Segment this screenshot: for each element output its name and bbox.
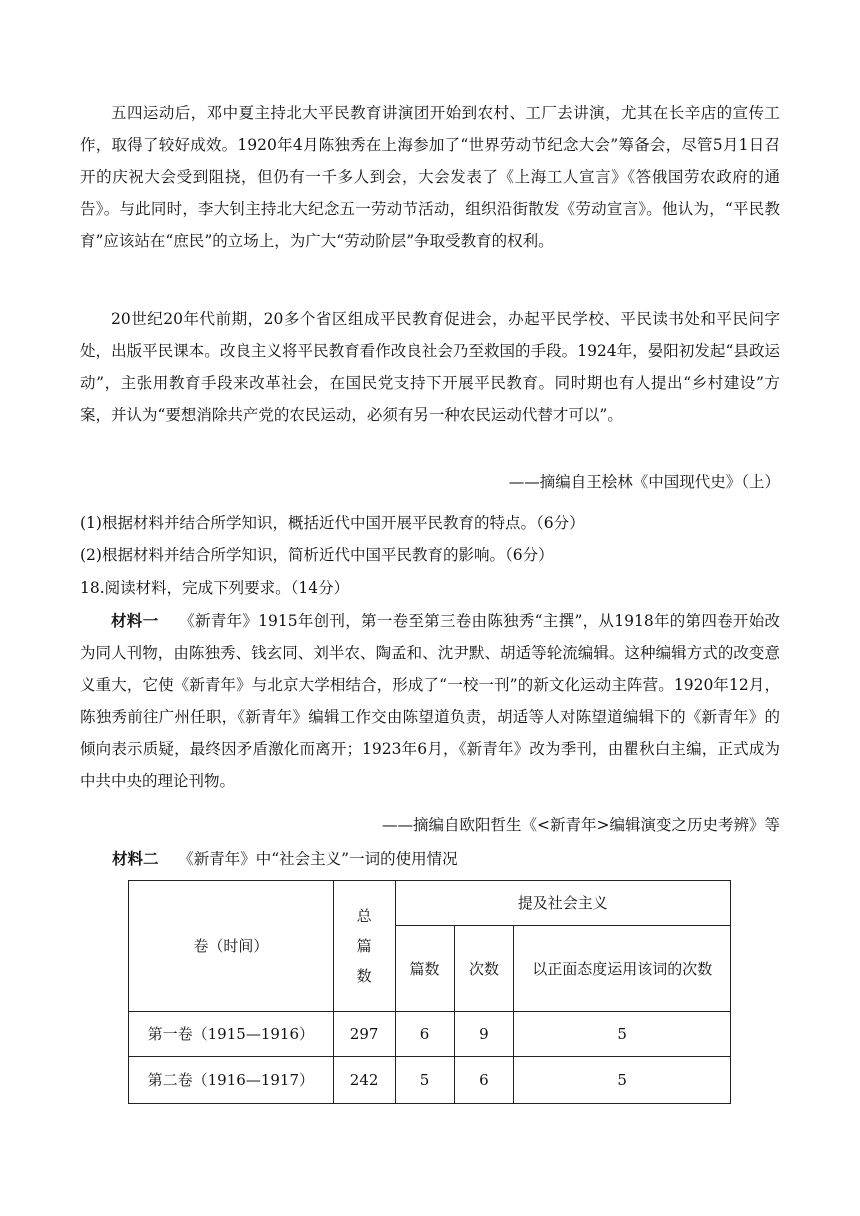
- question-2: (2)根据材料并结合所学知识，简析近代中国平民教育的影响。（6分）: [80, 546, 554, 564]
- socialism-usage-table: [128, 880, 731, 1104]
- material-2: [112, 843, 458, 875]
- table-row: [129, 1012, 731, 1057]
- cell-total: 297: [333, 1012, 395, 1057]
- material-2-text: 《新青年》中“社会主义”一词的使用情况: [178, 850, 458, 868]
- header-volume: 卷（时间）: [129, 881, 334, 1012]
- paragraph-1: 五四运动后，邓中夏主持北大平民教育讲演团开始到农村、工厂去讲演，尤其在长辛店的宣传工作，取得了较好成效。1920年4月陈独秀在上海参加了“世界劳动节纪念大会”筹备会，尽管5月1日召开的庆祝大会受到阻挠，但仍有一千多人到会，大会发表了《上海工人宣言》《答俄国劳农政府的通告》。与此同时，李大钊主持北大纪念五一劳动节活动，组织沿街散发《劳动宣言》。他认为，“平民教育”应该站在“庶民”的立场上，为广大“劳动阶层”争取受教育的权利。: [80, 104, 780, 250]
- cell-positive: 5: [514, 1057, 731, 1104]
- material-2-label: 材料二: [112, 849, 159, 868]
- material-1-label: 材料一: [111, 611, 159, 630]
- source-citation-1: ——摘编自王桧林《中国现代史》（上）: [508, 473, 780, 491]
- cell-times: 9: [454, 1012, 514, 1057]
- cell-articles: 5: [395, 1057, 454, 1104]
- question-18: 18.阅读材料，完成下列要求。（14分）: [80, 579, 350, 597]
- cell-volume: 第一卷（1915—1916）: [129, 1012, 334, 1057]
- table-row: [129, 1057, 731, 1104]
- header-times: 次数: [454, 926, 514, 1012]
- cell-volume: 第二卷（1916—1917）: [129, 1057, 334, 1104]
- source-citation-2: ——摘编自欧阳哲生《<新青年>编辑演变之历史考辨》等: [382, 816, 780, 834]
- cell-total: 242: [333, 1057, 395, 1104]
- header-total: 总篇数: [333, 881, 395, 1012]
- material-1: [80, 605, 780, 797]
- header-articles: 篇数: [395, 926, 454, 1012]
- cell-times: 6: [454, 1057, 514, 1104]
- cell-positive: 5: [514, 1012, 731, 1057]
- question-1: (1)根据材料并结合所学知识，概括近代中国开展平民教育的特点。（6分）: [80, 514, 585, 532]
- header-positive: 以正面态度运用该词的次数: [514, 926, 731, 1012]
- material-1-text: 《新青年》1915年创刊，第一卷至第三卷由陈独秀“主撰”，从1918年的第四卷开始改为同人刊物，由陈独秀、钱玄同、刘半农、陶孟和、沈尹默、胡适等轮流编辑。这种编辑方式的改变意义重大，它使《新青年》与北京大学相结合，形成了“一校一刊”的新文化运动主阵营。1920年12月，陈独秀前往广州任职，《新青年》编辑工作交由陈望道负责，胡适等人对陈望道编辑下的《新青年》的倾向表示质疑，最终因矛盾激化而离开；1923年6月，《新青年》改为季刊，由瞿秋白主编，正式成为中共中央的理论刊物。: [80, 612, 780, 790]
- paragraph-2: 20世纪20年代前期，20多个省区组成平民教育促进会，办起平民学校、平民读书处和平民问字处，出版平民课本。改良主义将平民教育看作改良社会乃至救国的手段。1924年，晏阳初发起“县政运动”，主张用教育手段来改革社会，在国民党支持下开展平民教育。同时期也有人提出“乡村建设”方案，并认为“要想消除共产党的农民运动，必须有另一种农民运动代替才可以”。: [80, 310, 780, 424]
- cell-articles: 6: [395, 1012, 454, 1057]
- header-mention: 提及社会主义: [395, 881, 730, 926]
